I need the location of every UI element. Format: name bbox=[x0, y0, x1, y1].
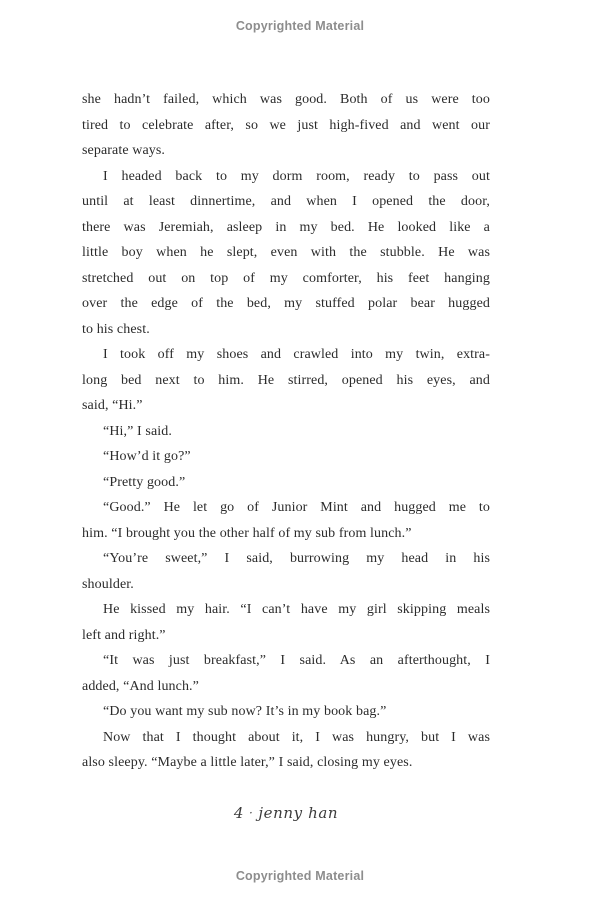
body-line: said, “Hi.” bbox=[82, 398, 143, 413]
body-line: added, “And lunch.” bbox=[82, 678, 199, 694]
body-line: “Pretty good.” bbox=[103, 474, 186, 490]
page-number: 4 bbox=[233, 804, 244, 822]
body-line: until at least dinnertime, and when I opened the door, bbox=[82, 194, 490, 209]
body-line: “Good.” He let go of Junior Mint and hugged me to bbox=[103, 500, 490, 515]
author-name: jenny han bbox=[258, 804, 339, 822]
body-line: I headed back to my dorm room, ready to pass out bbox=[103, 168, 490, 184]
body-line: she hadn’t failed, which was good. Both of us were too bbox=[82, 92, 490, 107]
body-line: there was Jeremiah, asleep in my bed. He looked like a bbox=[82, 219, 490, 235]
body-line: “It was just breakfast,” I said. As an afterthought, I bbox=[103, 653, 490, 668]
footer-separator-dot: · bbox=[248, 806, 254, 820]
body-line: “Hi,” I said. bbox=[103, 423, 172, 439]
body-line: little boy when he slept, even with the stubble. He was bbox=[82, 245, 490, 260]
copyright-notice-bottom: Copyrighted Material bbox=[235, 869, 365, 883]
body-line: tired to celebrate after, so we just high-fived and went our bbox=[82, 117, 490, 133]
body-line: “You’re sweet,” I said, burrowing my head in his bbox=[103, 551, 490, 566]
body-text bbox=[82, 87, 490, 776]
body-line: also sleepy. “Maybe a little later,” I said, closing my eyes. bbox=[82, 755, 413, 770]
body-line: Now that I thought about it, I was hungry, but I was bbox=[103, 729, 490, 745]
body-line: I took off my shoes and crawled into my twin, extra- bbox=[103, 347, 490, 362]
body-line: He kissed my hair. “I can’t have my girl skipping meals bbox=[103, 602, 490, 617]
body-line: shoulder. bbox=[82, 576, 134, 592]
body-line: “Do you want my sub now? It’s in my book bag.” bbox=[103, 704, 387, 719]
body-line: to his chest. bbox=[82, 321, 150, 337]
body-line: left and right.” bbox=[82, 627, 166, 643]
body-line: “How’d it go?” bbox=[103, 449, 191, 464]
copyright-notice-top: Copyrighted Material bbox=[235, 19, 365, 33]
body-line: him. “I brought you the other half of my sub from lunch.” bbox=[82, 525, 412, 541]
body-line: separate ways. bbox=[82, 143, 166, 158]
page-footer bbox=[82, 804, 490, 822]
body-line: long bed next to him. He stirred, opened his eyes, and bbox=[82, 372, 490, 388]
body-line: over the edge of the bed, my stuffed polar bear hugged bbox=[82, 296, 490, 311]
body-line: stretched out on top of my comforter, his feet hanging bbox=[82, 270, 490, 286]
